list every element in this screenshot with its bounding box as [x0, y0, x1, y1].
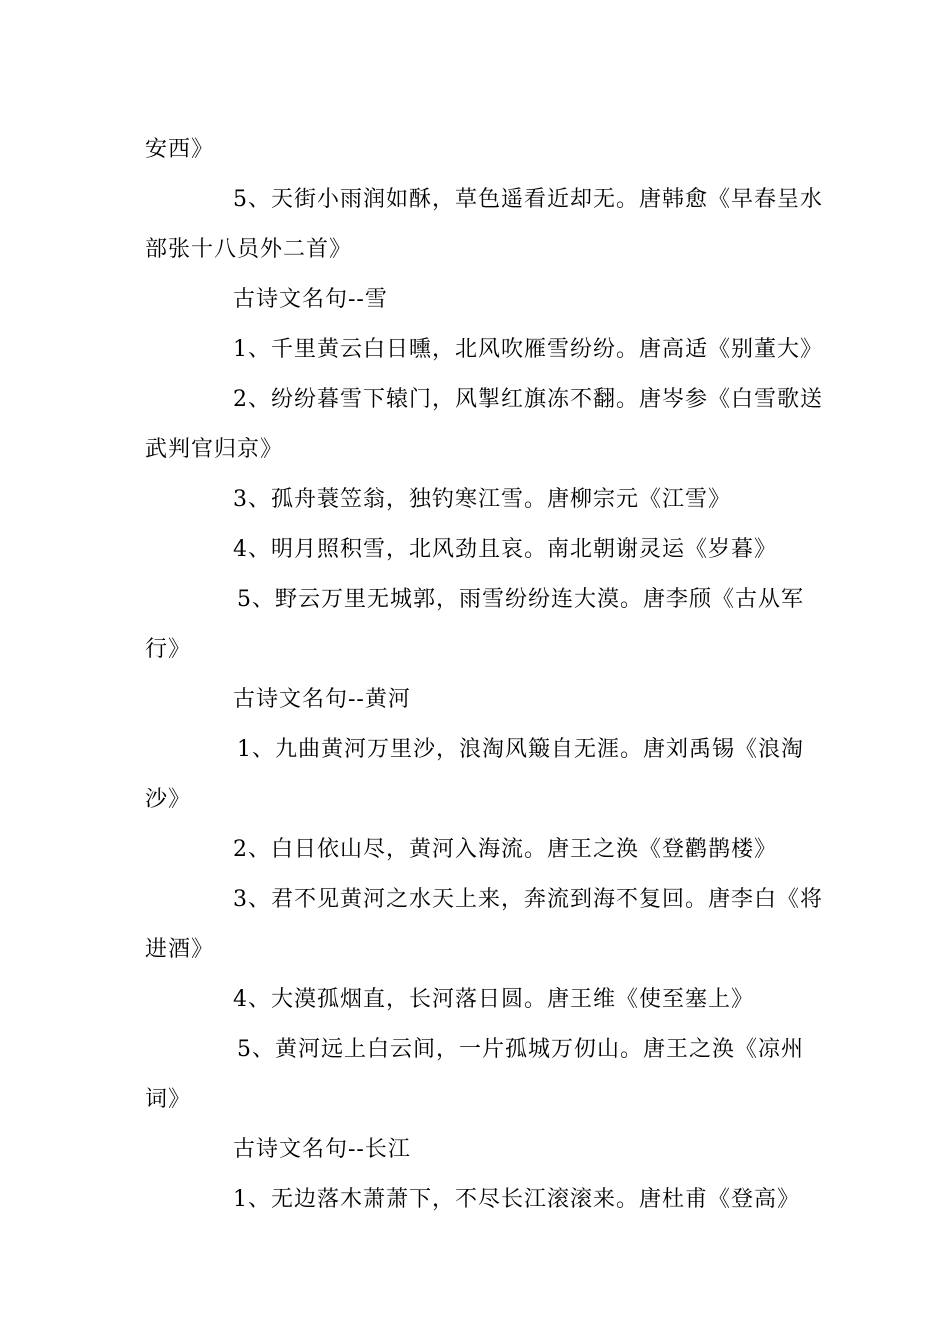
text-line: 4、大漠孤烟直，长河落日圆。唐王维《使至塞上》 [233, 987, 754, 1012]
text-line: 3、孤舟蓑笠翁，独钓寒江雪。唐柳宗元《江雪》 [233, 487, 731, 512]
text-line: 进酒》 [145, 937, 215, 962]
text-line: 安西》 [145, 137, 215, 162]
text-line: 3、君不见黄河之水天上来，奔流到海不复回。唐李白《将 [233, 887, 823, 912]
text-line: 5、野云万里无城郭，雨雪纷纷连大漠。唐李颀《古从军 [237, 587, 804, 612]
text-line: 词》 [145, 1087, 192, 1112]
text-line: 部张十八员外二首》 [145, 237, 353, 262]
text-line: 2、纷纷暮雪下辕门，风掣红旗冻不翻。唐岑参《白雪歌送 [233, 387, 823, 412]
text-line: 1、九曲黄河万里沙，浪淘风簸自无涯。唐刘禹锡《浪淘 [237, 737, 804, 762]
text-line: 5、黄河远上白云间，一片孤城万仞山。唐王之涣《凉州 [237, 1037, 804, 1062]
text-line: 沙》 [145, 787, 192, 812]
section-heading: 古诗文名句--黄河 [233, 687, 411, 712]
text-line: 武判官归京》 [145, 437, 284, 462]
text-line: 4、明月照积雪，北风劲且哀。南北朝谢灵运《岁暮》 [233, 537, 777, 562]
text-line: 1、千里黄云白日曛，北风吹雁雪纷纷。唐高适《别董大》 [233, 337, 823, 362]
text-line: 2、白日依山尽，黄河入海流。唐王之涣《登鹳鹊楼》 [233, 837, 777, 862]
section-heading: 古诗文名句--长江 [233, 1137, 411, 1162]
text-line: 1、无边落木萧萧下，不尽长江滚滚来。唐杜甫《登高》 [233, 1187, 800, 1212]
section-heading: 古诗文名句--雪 [233, 287, 388, 312]
text-line: 5、天街小雨润如酥，草色遥看近却无。唐韩愈《早春呈水 [233, 187, 823, 212]
text-line: 行》 [145, 637, 192, 662]
